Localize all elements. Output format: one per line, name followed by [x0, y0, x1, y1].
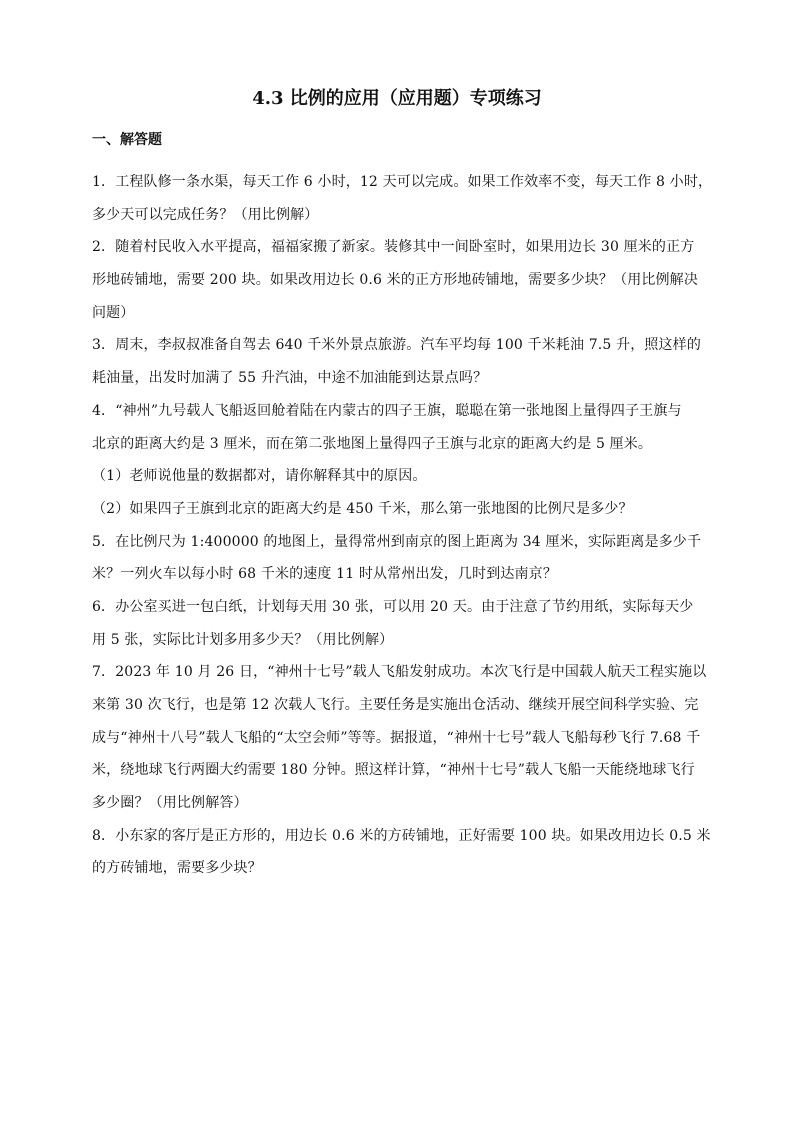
question-3-line-1: 3．周末，李叔叔准备自驾去 640 千米外景点旅游。汽车平均每 100 千米耗油 7.5 升，照这样的: [92, 337, 701, 354]
question-8-line-1: 8．小东家的客厅是正方形的，用边长 0.6 米的方砖铺地，正好需要 100 块。如果改用边长 0.5 米: [92, 827, 711, 844]
question-7-line-3: 成与“神州十八号”载人飞船的“太空会师”等等。据报道，“神州十七号”载人飞船每秒飞行 7.68 千: [92, 729, 701, 746]
question-1-line-1: 1．工程队修一条水渠，每天工作 6 小时，12 天可以完成。如果工作效率不变，每天工作 8 小时，: [92, 174, 713, 190]
question-5-line-1: 5．在比例尺为 1:400000 的地图上，量得常州到南京的图上距离为 34 厘米，实际距离是多少千: [92, 533, 702, 550]
question-2-line-3: 问题）: [92, 304, 135, 321]
question-7-line-1: 7．2023 年 10 月 26 日，“神州十七号”载人飞船发射成功。本次飞行是中国载人航天工程实施以: [92, 664, 707, 681]
question-4-sub-2: （2）如果四子王旗到北京的距离大约是 450 千米，那么第一张地图的比例尺是多少？: [92, 500, 633, 517]
question-6-line-2: 用 5 张，实际比计划多用多少天？（用比例解）: [92, 631, 394, 648]
question-4-line-2: 北京的距离大约是 3 厘米，而在第二张地图上量得四子王旗与北京的距离大约是 5 厘米。: [92, 435, 653, 452]
question-list: [92, 166, 713, 885]
question-4-line-1: 4．“神州”九号载人飞船返回舱着陆在内蒙古的四子王旗，聪聪在第一张地图上量得四子王旗与: [92, 402, 682, 419]
page-title: 4.3 比例的应用（应用题）专项练习: [252, 88, 542, 109]
question-4-sub-1: （1）老师说他量的数据都对，请你解释其中的原因。: [92, 468, 427, 485]
question-2-line-2: 形地砖铺地，需要 200 块。如果改用边长 0.6 米的正方形地砖铺地，需要多少块？（用比例解决: [92, 272, 698, 289]
section-heading: 一、解答题: [92, 132, 162, 148]
question-7-line-4: 米，绕地球飞行两圈大约需要 180 分钟。照这样计算，“神州十七号”载人飞船一天能绕地球飞行: [92, 762, 695, 779]
question-1-line-2: 多少天可以完成任务？（用比例解）: [92, 206, 319, 223]
question-7-line-2: 来第 30 次飞行，也是第 12 次载人飞行。主要任务是实施出仓活动、继续开展空间科学实验、完: [92, 697, 699, 713]
question-2-line-1: 2．随着村民收入水平提高，福福家搬了新家。装修其中一间卧室时，如果用边长 30 厘米的正方: [92, 239, 695, 256]
question-6-line-1: 6．办公室买进一包白纸，计划每天用 30 张，可以用 20 天。由于注意了节约用纸，实际每天少: [92, 598, 694, 615]
question-5-line-2: 米？一列火车以每小时 68 千米的速度 11 时从常州出发，几时到达南京？: [92, 566, 557, 583]
question-7-line-5: 多少圈？（用比例解答）: [92, 795, 248, 812]
question-8-line-2: 的方砖铺地，需要多少块？: [92, 860, 262, 877]
question-3-line-2: 耗油量，出发时加满了 55 升汽油，中途不加油能到达景点吗？: [92, 370, 488, 387]
